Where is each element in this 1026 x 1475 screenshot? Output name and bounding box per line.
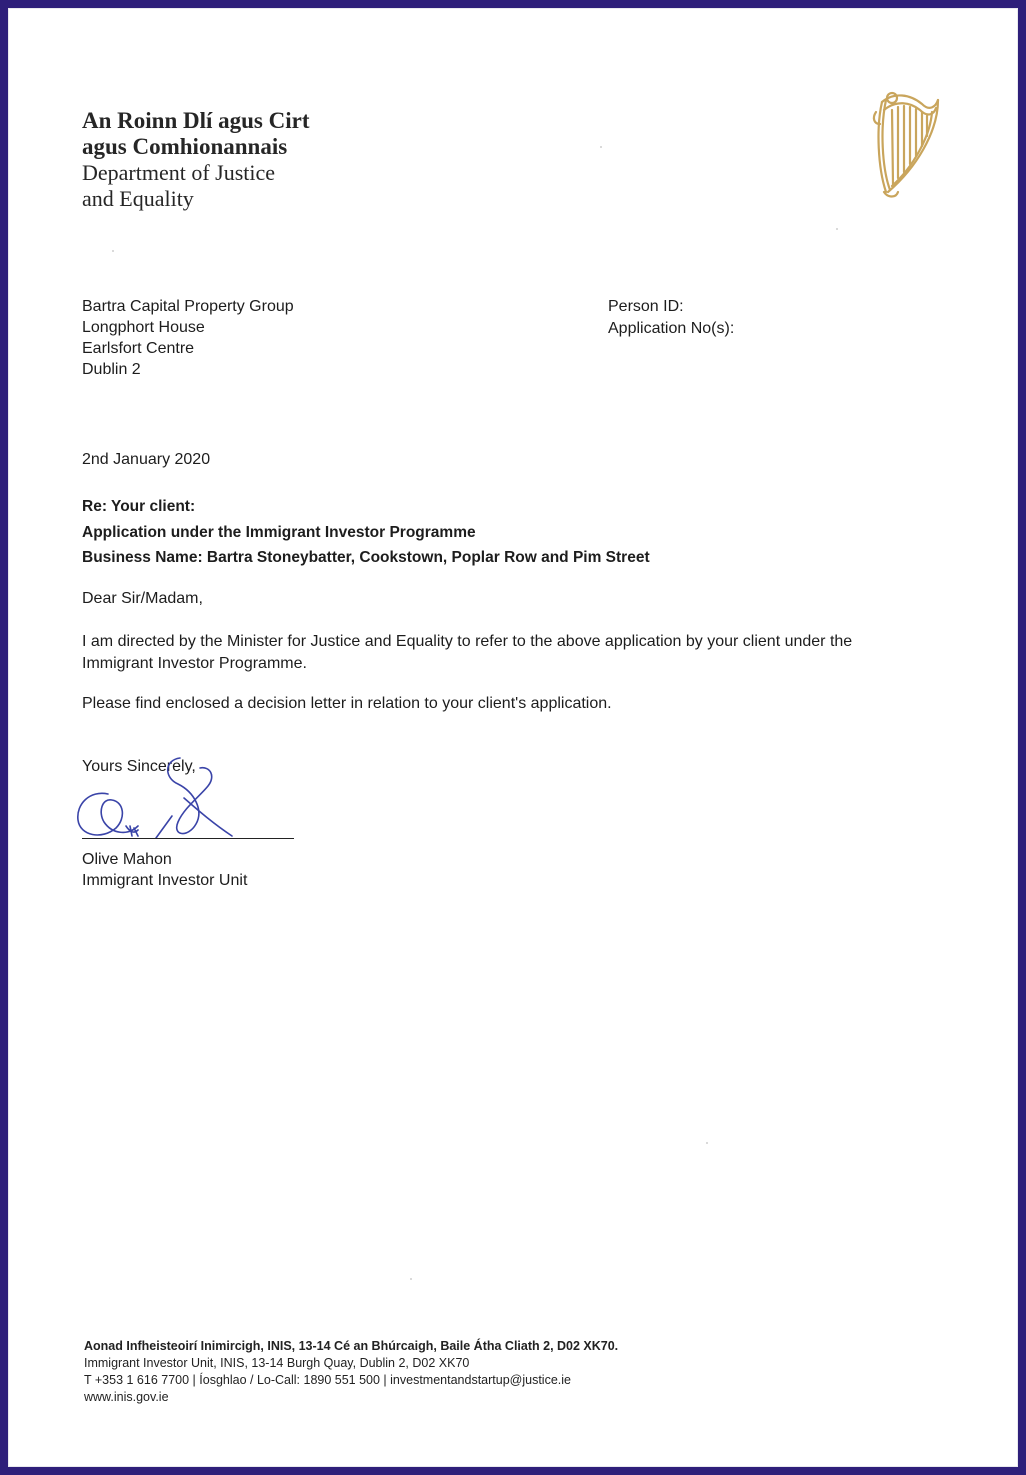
scan-speck: [706, 1142, 708, 1144]
harp-emblem-icon: [866, 88, 946, 202]
body-paragraph-2: Please find enclosed a decision letter in relation to your client's application.: [82, 695, 612, 712]
signatory-block: [82, 849, 247, 891]
salutation: Dear Sir/Madam,: [82, 590, 203, 607]
body-paragraph-1-line: Immigrant Investor Programme.: [82, 655, 307, 672]
closing-phrase: Yours Sincerely,: [82, 758, 196, 775]
letter-page: [8, 8, 1018, 1467]
letter-footer: [84, 1338, 618, 1406]
department-name-english-line1: Department of Justice: [82, 160, 276, 185]
body-paragraph-1: [82, 631, 942, 675]
footer-website: www.inis.gov.ie: [84, 1390, 169, 1404]
reference-block: [608, 296, 734, 340]
signatory-unit: Immigrant Investor Unit: [82, 872, 248, 889]
person-id-label: Person ID:: [608, 298, 684, 315]
scan-speck: [410, 1278, 412, 1280]
recipient-address: [82, 296, 294, 380]
recipient-address-line: Earlsfort Centre: [82, 340, 195, 357]
recipient-address-line: Dublin 2: [82, 361, 141, 378]
scan-speck: [836, 228, 838, 230]
recipient-address-line: Bartra Capital Property Group: [82, 298, 294, 315]
application-number-label: Application No(s):: [608, 320, 735, 337]
subject-business-line: [82, 545, 650, 571]
department-name-english-line2: and Equality: [82, 186, 194, 211]
recipient-address-line: Longphort House: [82, 319, 205, 336]
footer-address-english: Immigrant Investor Unit, INIS, 13-14 Burgh Quay, Dublin 2, D02 XK70: [84, 1356, 470, 1370]
body-paragraph-1-line: I am directed by the Minister for Justice and Equality to refer to the above application by your client under the: [82, 633, 853, 650]
department-letterhead: [82, 108, 309, 212]
department-name-irish-line2: agus Comhionannais: [82, 134, 288, 159]
footer-address-irish: Aonad Infheisteoirí Inimircigh, INIS, 13-14 Cé an Bhúrcaigh, Baile Átha Cliath 2, D02 XK70.: [84, 1339, 619, 1353]
business-name-label: Business Name: [82, 549, 198, 566]
signature-line: [82, 838, 294, 839]
subject-application-line: Application under the Immigrant Investor Programme: [82, 523, 476, 541]
subject-block: [82, 494, 650, 571]
footer-contact-line: T +353 1 616 7700 | Íosghlao / Lo-Call: 1890 551 500 | investmentandstartup@justice.ie: [84, 1373, 571, 1387]
scan-speck: [112, 250, 114, 252]
subject-re-line: Re: Your client:: [82, 498, 196, 515]
business-name-value: : Bartra Stoneybatter, Cookstown, Poplar Row and Pim Street: [197, 549, 650, 566]
letter-date: 2nd January 2020: [82, 451, 211, 468]
handwritten-signature: [68, 756, 308, 848]
department-name-irish-line1: An Roinn Dlí agus Cirt: [82, 108, 310, 133]
signatory-name: Olive Mahon: [82, 851, 172, 868]
scan-speck: [600, 146, 602, 148]
